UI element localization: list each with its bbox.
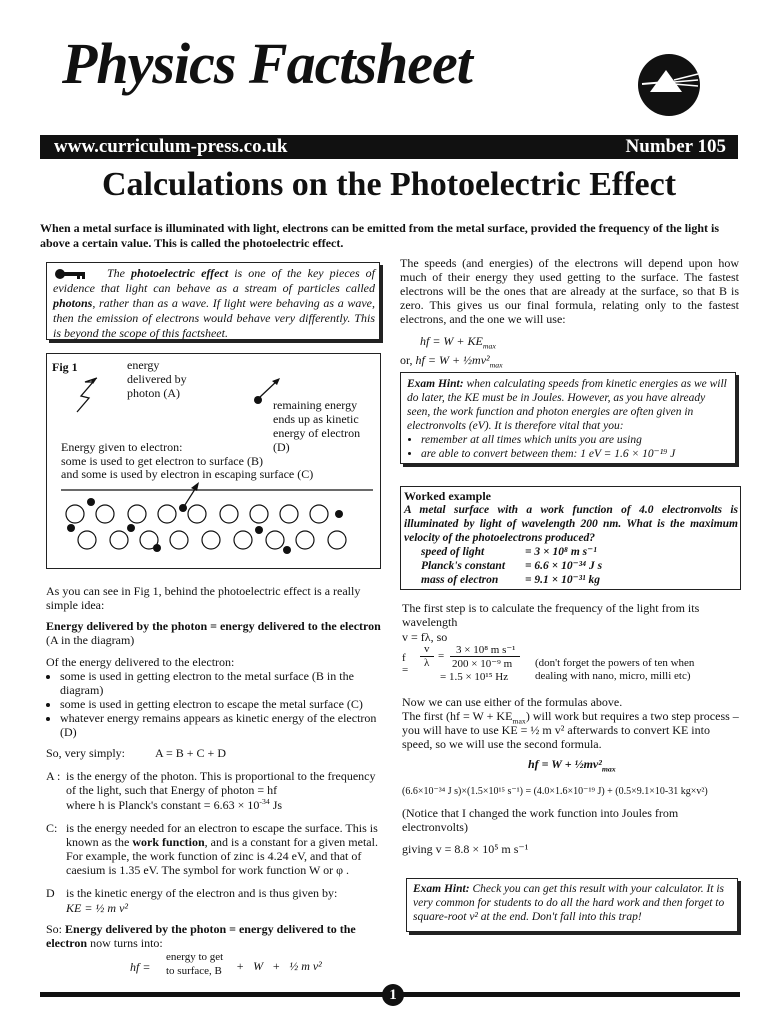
header-url[interactable]: www.curriculum-press.co.uk xyxy=(54,136,288,157)
formula-3: hf = $W + \frac{1}{2}mv^2_{max}$ xyxy=(528,757,616,774)
key-note-text: The photoelectric effect is one of the key pieces of evidence that light can behave as a stream of particles called photons, rather than as a wave. If light were behaving as a wave, then the emission of electrons would behave very differently. This is beyond the scope of this factsheet. xyxy=(53,266,376,340)
logo-icon xyxy=(636,52,702,118)
fig1-label: Fig 1 xyxy=(52,360,78,374)
list-item: • are able to convert between them: 1 eV = 1.6 × 10⁻¹⁹ J xyxy=(421,447,729,461)
left-bullets xyxy=(46,669,390,739)
final-rest: + W + ½ m v² xyxy=(236,959,322,973)
substituted-equation: (6.6×10⁻³⁴ J s)×(1.5×10¹⁵ s⁻¹) = (4.0×1.6×10⁻¹⁹ J) + (0.5×9.1×10-31 kg×v²) xyxy=(402,786,708,797)
worked-example-question: A metal surface with a work function of 4.0 electronvolts is illuminated by light of wavelength 200 nm. What is the maximum velocity of the photoelectrons produced? xyxy=(404,504,738,544)
list-item: • remember at all times which units you are using xyxy=(421,433,729,447)
giving: giving v = 8.8 × 10⁵ m s⁻¹ xyxy=(402,842,529,856)
constants: speed of light = 3 × 10⁸ m s⁻¹ Planck's constant = 6.6 × 10⁻³⁴ J s mass of electron = 9.1 × 10⁻³¹ kg xyxy=(421,546,603,586)
left-p1: As you can see in Fig 1, behind the photoelectric effect is a really simple idea: xyxy=(46,584,361,612)
exam-hint-2-box xyxy=(406,878,738,932)
c-text: is the energy needed for an electron to escape the surface. This is known as the work function, and is a constant for a given metal. For example, the work function of zinc is 4.24 eV, and that of caesium is 1.35 eV. The symbol for work function W or φ . xyxy=(66,821,378,877)
fig1-given3: and some is used by electron in escaping surface (C) xyxy=(61,467,314,481)
c-label: C: xyxy=(46,821,58,835)
list-item: • some is used in getting electron to the metal surface (B in the diagram) xyxy=(60,669,390,697)
fig1-given1: Energy given to electron: xyxy=(61,440,183,454)
left-p2-sub: (A in the diagram) xyxy=(46,633,135,647)
d-label: D xyxy=(46,886,55,900)
final-hf: hf = xyxy=(130,960,151,974)
a-text: is the energy of the photon. This is proportional to the frequency of the light, such that Energy of photon = hf xyxy=(66,769,376,797)
list-item: • some is used in getting electron to escape the metal surface (C) xyxy=(60,697,390,711)
list-item: • whatever energy remains appears as kinetic energy of the electron (D) xyxy=(60,711,390,739)
so-final: So: Energy delivered by the photon = energy delivered to the electron now turns into: xyxy=(46,922,356,950)
right-p1: The speeds (and energies) of the electrons will depend upon how much of their energy they used getting to the surface. The fastest electrons will be the ones that are already at the surface, so that B is zero. This gives us our final formula, relating only to the fastest electrons, and the one we will use: xyxy=(400,256,739,326)
p-first: The first $(hf = W + KE_{max})$ will work but requires a two step process – you will have to use KE = ½ m v² afterwards to convert KE into speed, so we will use the second formula. xyxy=(402,709,739,751)
key-note-box xyxy=(46,262,380,340)
masthead-title: Physics Factsheet xyxy=(62,31,472,96)
header-bar xyxy=(40,135,738,159)
final-num: energy to get xyxy=(166,951,224,963)
eq-abcd: A = B + C + D xyxy=(155,746,226,760)
page-title: Calculations on the Photoelectric Effect xyxy=(101,166,677,203)
header-number: Number 105 xyxy=(625,136,726,157)
fig1-photon-energy: energy delivered by photon (A) xyxy=(127,358,187,400)
v-eq: v = fλ, so xyxy=(402,630,448,644)
d-eq: KE = ½ m v² xyxy=(66,901,129,915)
left-p2-bold: Energy delivered by the photon = energy delivered to the electron xyxy=(46,619,381,633)
p-formulas: Now we can use either of the formulas above. xyxy=(402,695,623,709)
a-planck: where h is Planck's constant = $6.63 \times 10^{-34}$ Js xyxy=(66,797,283,812)
page-number: 1 xyxy=(382,984,404,1006)
exam-hint-2-text: Exam Hint: Check you can get this result with your calculator. It is very common for students to do all the hard work and then forget to square-root v² at the end. Don't fall into this trap! xyxy=(413,883,725,923)
d-text: is the kinetic energy of the electron and is thus given by: xyxy=(66,886,338,900)
exam-hint-1-text: Exam Hint: when calculating speeds from kinetic energies as we will do later, the KE must be in Joules. However, as you have already seen, the work function and photon energies are often given in electronvolts (eV). It is therefore vital that you: • remember at all times which units you are using • are able to convert between them: 1 eV = 1.6 × 10⁻¹⁹ J xyxy=(407,377,729,461)
fig1-remaining: remaining energy ends up as kinetic energy of electron (D) xyxy=(273,398,361,454)
a-label: A : xyxy=(46,769,61,783)
photon-zigzag-icon xyxy=(75,376,135,416)
metal-lattice-diagram xyxy=(57,478,375,564)
worked-example-title: Worked example xyxy=(404,489,491,503)
fig1-box xyxy=(46,353,381,569)
worked-example-box xyxy=(400,486,741,590)
formula-1: hf = $W + KE_{max}$ xyxy=(420,334,496,351)
intro-paragraph: When a metal surface is illuminated with light, electrons can be emitted from the metal surface, provided the frequency of the light is above a certain value. This is called the photoelectric effect. xyxy=(40,221,720,250)
fig1-given2: some is used to get electron to surface (B) xyxy=(61,454,263,468)
powers-note: (don't forget the powers of ten when dealing with nano, micro, milli etc) xyxy=(535,657,695,682)
so-simply: So, very simply: xyxy=(46,746,126,760)
left-p3: Of the energy delivered to the electron: xyxy=(46,655,235,669)
notice: (Notice that I changed the work function into Joules from electronvolts) xyxy=(402,806,679,834)
final-den: to surface, B xyxy=(166,965,222,977)
formula-2: or, hf = $W + \frac{1}{2}mv^2_{max}$ xyxy=(400,353,503,370)
exam-hint-1-box xyxy=(400,372,736,464)
step1: The first step is to calculate the frequency of the light from its wavelength xyxy=(402,601,700,629)
